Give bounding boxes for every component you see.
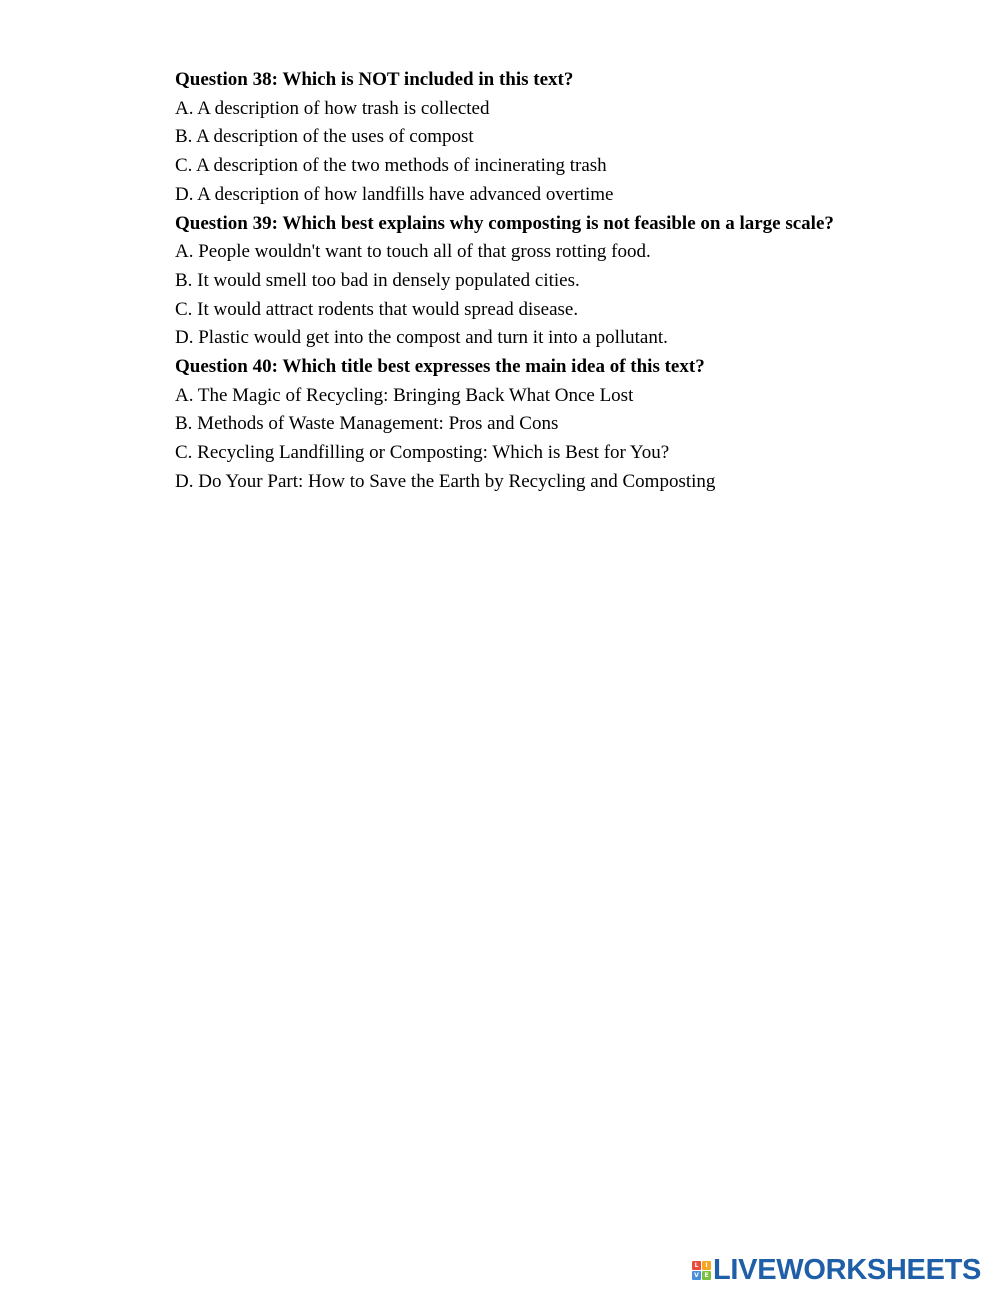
logo-wordmark: LIVEWORKSHEETS (713, 1254, 982, 1286)
logo-mark-cell: L (692, 1261, 701, 1270)
question-prompt: Question 40: Which title best expresses the main idea of this text? (175, 356, 705, 378)
worksheet-content (175, 66, 935, 497)
answer-option-d: D. A description of how landfills have advanced overtime (175, 183, 614, 205)
question-prompt: Question 38: Which is NOT included in this text? (175, 69, 574, 90)
answer-option-b: B. It would smell too bad in densely populated cities. (175, 269, 580, 291)
answer-option-c: C. A description of the two methods of incinerating trash (175, 155, 607, 177)
logo-mark-cell: I (702, 1261, 711, 1270)
answer-option-c: C. It would attract rodents that would spread disease. (175, 298, 579, 320)
logo-mark-cell: V (692, 1271, 701, 1280)
answer-option-d: D. Do Your Part: How to Save the Earth by Recycling and Composting (175, 470, 716, 492)
logo-mark-cell: E (702, 1271, 711, 1280)
answer-option-a: A. People wouldn't want to touch all of that gross rotting food. (175, 241, 651, 263)
question-40 (175, 353, 935, 497)
answer-option-a: A. The Magic of Recycling: Bringing Back What Once Lost (175, 384, 634, 406)
question-38 (175, 66, 935, 210)
answer-option-b: B. Methods of Waste Management: Pros and Cons (175, 413, 559, 435)
answer-option-d: D. Plastic would get into the compost and turn it into a pollutant. (175, 327, 668, 349)
liveworksheets-logo (692, 1255, 981, 1285)
answer-option-a: A. A description of how trash is collected (175, 97, 490, 119)
answer-option-c: C. Recycling Landfilling or Composting: Which is Best for You? (175, 442, 670, 464)
liveworksheets-logo-icon (692, 1261, 711, 1280)
question-prompt: Question 39: Which best explains why composting is not feasible on a large scale? (175, 212, 834, 234)
answer-option-b: B. A description of the uses of compost (175, 126, 474, 148)
question-39 (175, 210, 935, 354)
